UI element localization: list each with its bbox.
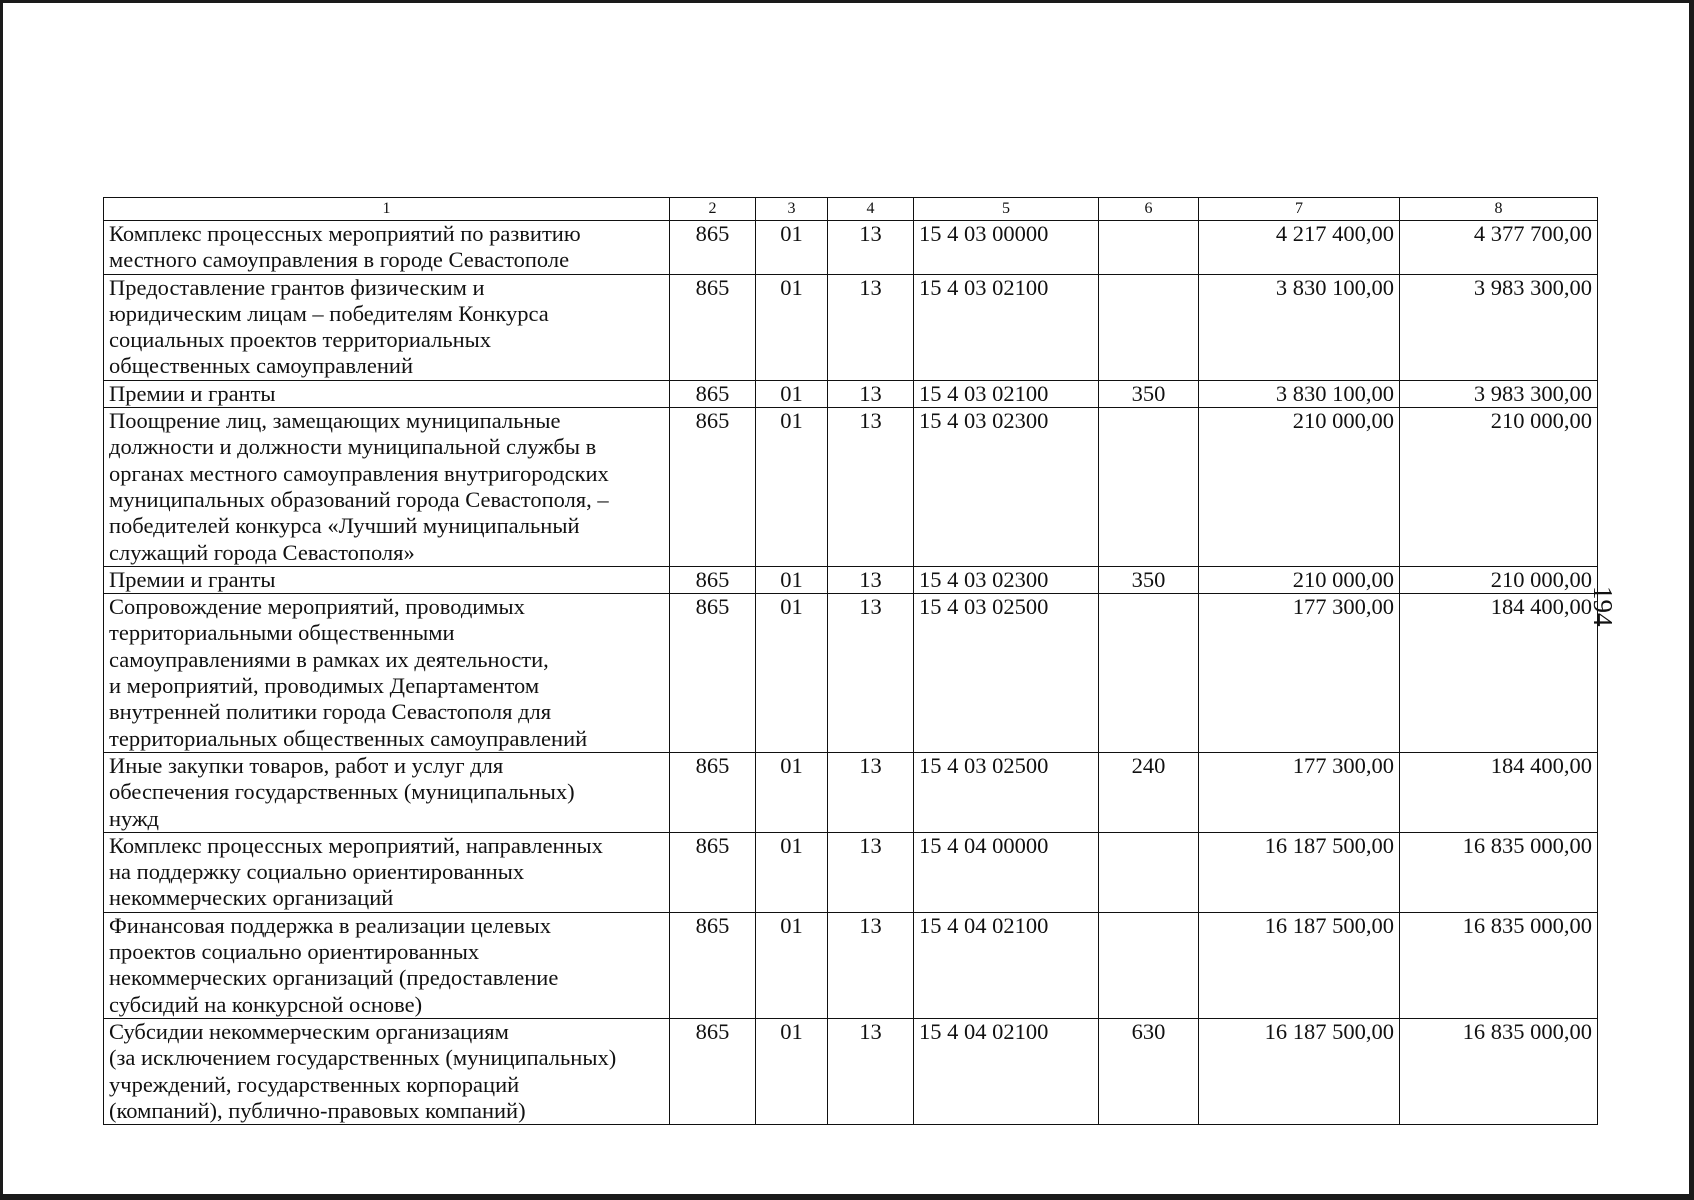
item-name-cell: Сопровождение мероприятий, проводимых территориальными общественными самоуправлениями в рамках их деятельности, и мероприятий, проводимых Департаментом внутренней политики города Севастополя для территориальных общественных самоуправлений (104, 594, 670, 753)
section-code-cell: 01 (756, 274, 828, 380)
amount-year2-cell: 210 000,00 (1400, 408, 1598, 567)
item-name-cell: Поощрение лиц, замещающих муниципальные должности и должности муниципальной службы в органах местного самоуправления внутригородских муниципальных образований города Севастополя, – победителей конкурса «Лучший муниципальный служащий города Севастополя» (104, 408, 670, 567)
amount-year2-cell: 16 835 000,00 (1400, 1018, 1598, 1124)
item-name-cell: Предоставление грантов физическим и юридическим лицам – победителям Конкурса социальных проектов территориальных общественных самоуправлений (104, 274, 670, 380)
ministry-code-cell: 865 (670, 832, 756, 912)
amount-year1-cell: 177 300,00 (1199, 752, 1400, 832)
subsection-code-cell: 13 (828, 408, 914, 567)
subsection-code-cell: 13 (828, 566, 914, 593)
section-code-cell: 01 (756, 1018, 828, 1124)
target-article-cell: 15 4 04 02100 (914, 912, 1099, 1018)
amount-year2-cell: 184 400,00 (1400, 752, 1598, 832)
ministry-code-cell: 865 (670, 380, 756, 407)
amount-year1-cell: 4 217 400,00 (1199, 221, 1400, 275)
page-frame-right (1689, 0, 1694, 1200)
column-number-header: 4 (828, 198, 914, 221)
expense-type-cell: 240 (1099, 752, 1199, 832)
table-row (104, 752, 1598, 832)
table-row (104, 1018, 1598, 1124)
expense-type-cell: 350 (1099, 566, 1199, 593)
page-number: 194 (1588, 586, 1618, 627)
expense-type-cell: 630 (1099, 1018, 1199, 1124)
expense-type-cell (1099, 408, 1199, 567)
amount-year2-cell: 3 983 300,00 (1400, 274, 1598, 380)
section-code-cell: 01 (756, 912, 828, 1018)
expense-type-cell (1099, 594, 1199, 753)
subsection-code-cell: 13 (828, 1018, 914, 1124)
item-name-cell: Комплекс процессных мероприятий по развитию местного самоуправления в городе Севастополе (104, 221, 670, 275)
item-name-cell: Субсидии некоммерческим организациям (за исключением государственных (муниципальных) учреждений, государственных корпораций (компаний), публично-правовых компаний) (104, 1018, 670, 1124)
table-header-row (104, 198, 1598, 221)
expense-type-cell (1099, 912, 1199, 1018)
item-name-cell: Комплекс процессных мероприятий, направленных на поддержку социально ориентированных некоммерческих организаций (104, 832, 670, 912)
expense-type-cell (1099, 274, 1199, 380)
subsection-code-cell: 13 (828, 832, 914, 912)
table-row (104, 408, 1598, 567)
amount-year2-cell: 210 000,00 (1400, 566, 1598, 593)
amount-year1-cell: 16 187 500,00 (1199, 912, 1400, 1018)
item-name-cell: Премии и гранты (104, 380, 670, 407)
ministry-code-cell: 865 (670, 594, 756, 753)
target-article-cell: 15 4 04 02100 (914, 1018, 1099, 1124)
page-frame-bottom (0, 1194, 1694, 1200)
column-number-header: 3 (756, 198, 828, 221)
ministry-code-cell: 865 (670, 566, 756, 593)
item-name-cell: Иные закупки товаров, работ и услуг для обеспечения государственных (муниципальных) нужд (104, 752, 670, 832)
amount-year1-cell: 16 187 500,00 (1199, 832, 1400, 912)
section-code-cell: 01 (756, 408, 828, 567)
item-name-cell: Премии и гранты (104, 566, 670, 593)
item-name-cell: Финансовая поддержка в реализации целевых проектов социально ориентированных некоммерческих организаций (предоставление субсидий на конкурсной основе) (104, 912, 670, 1018)
target-article-cell: 15 4 03 02300 (914, 566, 1099, 593)
column-number-header: 5 (914, 198, 1099, 221)
column-number-header: 1 (104, 198, 670, 221)
amount-year1-cell: 177 300,00 (1199, 594, 1400, 753)
target-article-cell: 15 4 03 02500 (914, 752, 1099, 832)
section-code-cell: 01 (756, 832, 828, 912)
ministry-code-cell: 865 (670, 221, 756, 275)
amount-year1-cell: 3 830 100,00 (1199, 274, 1400, 380)
page-frame-left (0, 0, 3, 1200)
amount-year2-cell: 4 377 700,00 (1400, 221, 1598, 275)
column-number-header: 6 (1099, 198, 1199, 221)
column-number-header: 8 (1400, 198, 1598, 221)
expense-type-cell (1099, 832, 1199, 912)
subsection-code-cell: 13 (828, 221, 914, 275)
table-row (104, 566, 1598, 593)
amount-year2-cell: 3 983 300,00 (1400, 380, 1598, 407)
target-article-cell: 15 4 03 00000 (914, 221, 1099, 275)
target-article-cell: 15 4 03 02500 (914, 594, 1099, 753)
target-article-cell: 15 4 04 00000 (914, 832, 1099, 912)
table-row (104, 594, 1598, 753)
subsection-code-cell: 13 (828, 380, 914, 407)
amount-year1-cell: 16 187 500,00 (1199, 1018, 1400, 1124)
target-article-cell: 15 4 03 02100 (914, 274, 1099, 380)
section-code-cell: 01 (756, 221, 828, 275)
page-frame-top (0, 0, 1694, 3)
section-code-cell: 01 (756, 752, 828, 832)
section-code-cell: 01 (756, 380, 828, 407)
table-row (104, 912, 1598, 1018)
column-number-header: 2 (670, 198, 756, 221)
column-number-header: 7 (1199, 198, 1400, 221)
target-article-cell: 15 4 03 02100 (914, 380, 1099, 407)
target-article-cell: 15 4 03 02300 (914, 408, 1099, 567)
ministry-code-cell: 865 (670, 752, 756, 832)
table-row (104, 274, 1598, 380)
table-row (104, 832, 1598, 912)
amount-year2-cell: 16 835 000,00 (1400, 912, 1598, 1018)
table-row (104, 380, 1598, 407)
amount-year2-cell: 16 835 000,00 (1400, 832, 1598, 912)
subsection-code-cell: 13 (828, 274, 914, 380)
expense-type-cell: 350 (1099, 380, 1199, 407)
subsection-code-cell: 13 (828, 912, 914, 1018)
ministry-code-cell: 865 (670, 1018, 756, 1124)
section-code-cell: 01 (756, 566, 828, 593)
amount-year2-cell: 184 400,00 (1400, 594, 1598, 753)
subsection-code-cell: 13 (828, 594, 914, 753)
subsection-code-cell: 13 (828, 752, 914, 832)
ministry-code-cell: 865 (670, 274, 756, 380)
expense-type-cell (1099, 221, 1199, 275)
ministry-code-cell: 865 (670, 408, 756, 567)
table-row (104, 221, 1598, 275)
budget-table (103, 197, 1598, 1125)
ministry-code-cell: 865 (670, 912, 756, 1018)
section-code-cell: 01 (756, 594, 828, 753)
amount-year1-cell: 210 000,00 (1199, 566, 1400, 593)
amount-year1-cell: 210 000,00 (1199, 408, 1400, 567)
amount-year1-cell: 3 830 100,00 (1199, 380, 1400, 407)
